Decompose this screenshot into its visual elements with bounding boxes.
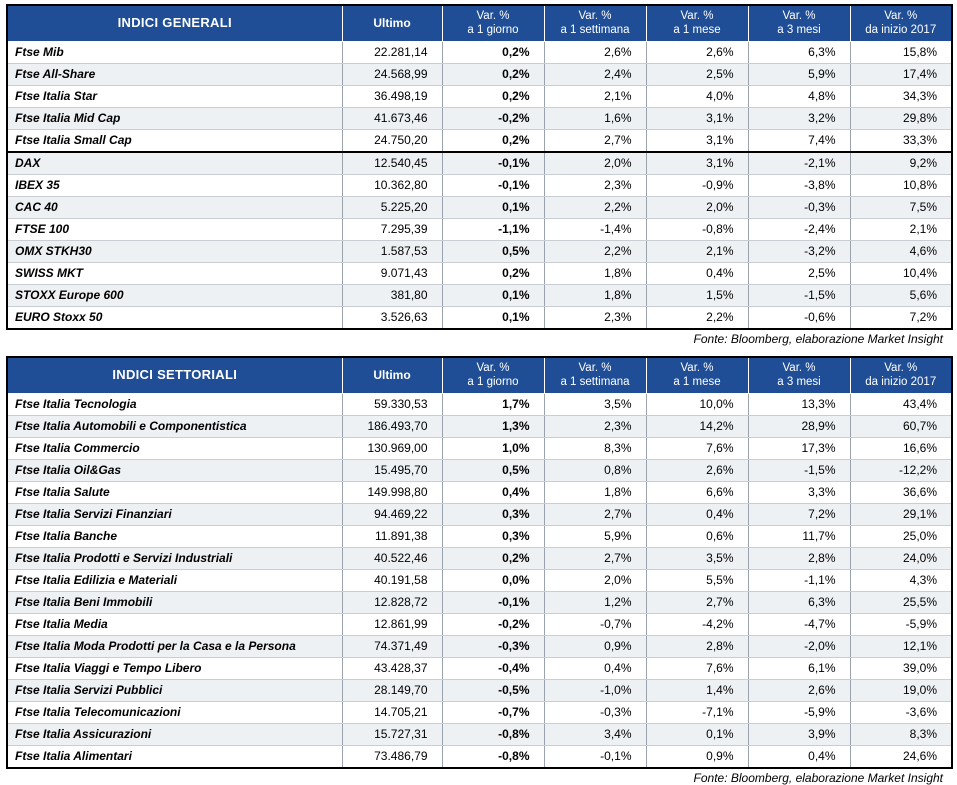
last-value-cell: 43.428,37 xyxy=(342,657,442,679)
variation-cell: 0,2% xyxy=(442,262,544,284)
variation-cell: -1,1% xyxy=(442,218,544,240)
variation-cell: 9,2% xyxy=(850,152,952,175)
last-value-cell: 3.526,63 xyxy=(342,306,442,329)
variation-cell: -4,2% xyxy=(646,613,748,635)
variation-cell: -0,3% xyxy=(442,635,544,657)
variation-cell: -0,6% xyxy=(748,306,850,329)
variation-cell: 3,4% xyxy=(544,723,646,745)
variation-cell: -0,8% xyxy=(646,218,748,240)
variation-cell: 1,8% xyxy=(544,262,646,284)
variation-cell: 4,6% xyxy=(850,240,952,262)
column-header-var-1-settimana xyxy=(544,5,646,41)
variation-cell: 2,7% xyxy=(544,503,646,525)
table-row xyxy=(7,152,952,175)
variation-cell: 3,1% xyxy=(646,152,748,175)
variation-cell: -2,0% xyxy=(748,635,850,657)
variation-cell: 2,4% xyxy=(544,63,646,85)
variation-cell: -0,9% xyxy=(646,174,748,196)
table-row xyxy=(7,525,952,547)
column-header-var-1-giorno xyxy=(442,357,544,393)
variation-cell: 0,5% xyxy=(442,240,544,262)
table-row xyxy=(7,107,952,129)
column-header-line2: a 1 giorno xyxy=(467,24,519,37)
table-row xyxy=(7,679,952,701)
variation-cell: 6,3% xyxy=(748,591,850,613)
variation-cell: -0,8% xyxy=(442,745,544,768)
variation-cell: 0,8% xyxy=(544,459,646,481)
index-name-cell: EURO Stoxx 50 xyxy=(7,306,342,329)
table-header xyxy=(7,357,952,393)
variation-cell: 3,5% xyxy=(646,547,748,569)
column-header-ultimo: Ultimo xyxy=(342,357,442,393)
variation-cell: 15,8% xyxy=(850,41,952,63)
variation-cell: 0,3% xyxy=(442,503,544,525)
index-name-cell: Ftse Italia Moda Prodotti per la Casa e la Persona xyxy=(7,635,342,657)
variation-cell: 0,2% xyxy=(442,63,544,85)
variation-cell: 2,6% xyxy=(544,41,646,63)
variation-cell: 0,3% xyxy=(442,525,544,547)
last-value-cell: 94.469,22 xyxy=(342,503,442,525)
variation-cell: -5,9% xyxy=(748,701,850,723)
table-row xyxy=(7,262,952,284)
table-row xyxy=(7,745,952,768)
column-header-line1: Var. % xyxy=(578,361,612,374)
variation-cell: 2,1% xyxy=(646,240,748,262)
variation-cell: -0,3% xyxy=(544,701,646,723)
column-header-line1: Var. % xyxy=(476,361,510,374)
index-name-cell: CAC 40 xyxy=(7,196,342,218)
block-spacer xyxy=(6,346,951,356)
table-title: INDICI GENERALI xyxy=(7,5,342,41)
index-name-cell: Ftse Italia Banche xyxy=(7,525,342,547)
index-name-cell: Ftse Italia Commercio xyxy=(7,437,342,459)
variation-cell: 29,1% xyxy=(850,503,952,525)
variation-cell: 3,9% xyxy=(748,723,850,745)
index-name-cell: Ftse Italia Tecnologia xyxy=(7,393,342,415)
variation-cell: 29,8% xyxy=(850,107,952,129)
variation-cell: 5,9% xyxy=(544,525,646,547)
index-name-cell: STOXX Europe 600 xyxy=(7,284,342,306)
last-value-cell: 14.705,21 xyxy=(342,701,442,723)
variation-cell: 2,1% xyxy=(850,218,952,240)
variation-cell: 2,8% xyxy=(646,635,748,657)
index-name-cell: Ftse Italia Servizi Pubblici xyxy=(7,679,342,701)
index-name-cell: Ftse Italia Mid Cap xyxy=(7,107,342,129)
index-name-cell: Ftse Italia Telecomunicazioni xyxy=(7,701,342,723)
variation-cell: 1,7% xyxy=(442,393,544,415)
variation-cell: 2,0% xyxy=(646,196,748,218)
variation-cell: 1,8% xyxy=(544,481,646,503)
index-name-cell: Ftse Italia Servizi Finanziari xyxy=(7,503,342,525)
variation-cell: 1,4% xyxy=(646,679,748,701)
variation-cell: 2,3% xyxy=(544,174,646,196)
table-row xyxy=(7,284,952,306)
last-value-cell: 40.522,46 xyxy=(342,547,442,569)
table-row xyxy=(7,174,952,196)
table-row xyxy=(7,63,952,85)
variation-cell: -0,8% xyxy=(442,723,544,745)
column-header-var-1-giorno xyxy=(442,5,544,41)
variation-cell: 2,2% xyxy=(646,306,748,329)
index-name-cell: Ftse Italia Media xyxy=(7,613,342,635)
variation-cell: 4,3% xyxy=(850,569,952,591)
variation-cell: 10,0% xyxy=(646,393,748,415)
variation-cell: 7,6% xyxy=(646,437,748,459)
variation-cell: -2,1% xyxy=(748,152,850,175)
column-header-var-1-settimana xyxy=(544,357,646,393)
variation-cell: 2,5% xyxy=(646,63,748,85)
variation-cell: 7,2% xyxy=(850,306,952,329)
last-value-cell: 40.191,58 xyxy=(342,569,442,591)
last-value-cell: 186.493,70 xyxy=(342,415,442,437)
variation-cell: 8,3% xyxy=(544,437,646,459)
last-value-cell: 24.750,20 xyxy=(342,129,442,152)
index-name-cell: Ftse All-Share xyxy=(7,63,342,85)
index-name-cell: SWISS MKT xyxy=(7,262,342,284)
last-value-cell: 149.998,80 xyxy=(342,481,442,503)
index-name-cell: Ftse Mib xyxy=(7,41,342,63)
table-title: INDICI SETTORIALI xyxy=(7,357,342,393)
variation-cell: 39,0% xyxy=(850,657,952,679)
variation-cell: 4,0% xyxy=(646,85,748,107)
table-block-indici-generali xyxy=(6,4,951,346)
index-name-cell: Ftse Italia Viaggi e Tempo Libero xyxy=(7,657,342,679)
variation-cell: 17,3% xyxy=(748,437,850,459)
variation-cell: -1,5% xyxy=(748,459,850,481)
last-value-cell: 41.673,46 xyxy=(342,107,442,129)
variation-cell: 0,4% xyxy=(748,745,850,768)
variation-cell: -3,8% xyxy=(748,174,850,196)
variation-cell: -0,4% xyxy=(442,657,544,679)
variation-cell: 3,1% xyxy=(646,129,748,152)
variation-cell: 0,9% xyxy=(544,635,646,657)
table-row xyxy=(7,503,952,525)
table-row xyxy=(7,415,952,437)
column-header-line1: Var. % xyxy=(782,10,816,22)
table-block-indici-settoriali xyxy=(6,356,951,785)
variation-cell: 11,7% xyxy=(748,525,850,547)
variation-cell: 17,4% xyxy=(850,63,952,85)
column-header-line2: a 1 mese xyxy=(673,24,721,37)
variation-cell: 6,3% xyxy=(748,41,850,63)
table-row xyxy=(7,723,952,745)
last-value-cell: 9.071,43 xyxy=(342,262,442,284)
variation-cell: 0,6% xyxy=(646,525,748,547)
variation-cell: 0,2% xyxy=(442,41,544,63)
variation-cell: 0,1% xyxy=(442,284,544,306)
table-row xyxy=(7,481,952,503)
table-row xyxy=(7,635,952,657)
variation-cell: -0,1% xyxy=(442,152,544,175)
last-value-cell: 22.281,14 xyxy=(342,41,442,63)
source-note: Fonte: Bloomberg, elaborazione Market Insight xyxy=(693,331,943,346)
variation-cell: 2,6% xyxy=(646,41,748,63)
column-header-line2: a 1 settimana xyxy=(560,376,630,389)
table-row xyxy=(7,196,952,218)
last-value-cell: 12.861,99 xyxy=(342,613,442,635)
indici-settoriali-table xyxy=(6,356,953,769)
column-header-var-inizio-anno xyxy=(850,5,952,41)
variation-cell: -3,6% xyxy=(850,701,952,723)
table-row xyxy=(7,218,952,240)
variation-cell: 6,6% xyxy=(646,481,748,503)
variation-cell: 10,8% xyxy=(850,174,952,196)
variation-cell: 2,5% xyxy=(748,262,850,284)
variation-cell: 0,1% xyxy=(646,723,748,745)
variation-cell: 33,3% xyxy=(850,129,952,152)
variation-cell: 7,5% xyxy=(850,196,952,218)
variation-cell: 2,2% xyxy=(544,240,646,262)
variation-cell: 2,1% xyxy=(544,85,646,107)
variation-cell: -0,2% xyxy=(442,107,544,129)
variation-cell: 10,4% xyxy=(850,262,952,284)
last-value-cell: 15.495,70 xyxy=(342,459,442,481)
column-header-var-inizio-anno xyxy=(850,357,952,393)
variation-cell: 2,7% xyxy=(544,547,646,569)
variation-cell: 2,0% xyxy=(544,152,646,175)
column-header-line1: Var. % xyxy=(476,10,510,22)
indici-generali-body xyxy=(7,41,952,329)
indici-generali-table xyxy=(6,4,953,330)
column-header-line2: a 3 mesi xyxy=(777,24,821,37)
variation-cell: 34,3% xyxy=(850,85,952,107)
variation-cell: 3,1% xyxy=(646,107,748,129)
table-row xyxy=(7,306,952,329)
variation-cell: 0,4% xyxy=(442,481,544,503)
last-value-cell: 11.891,38 xyxy=(342,525,442,547)
variation-cell: 0,5% xyxy=(442,459,544,481)
last-value-cell: 15.727,31 xyxy=(342,723,442,745)
index-name-cell: Ftse Italia Star xyxy=(7,85,342,107)
variation-cell: 25,5% xyxy=(850,591,952,613)
index-name-cell: Ftse Italia Assicurazioni xyxy=(7,723,342,745)
variation-cell: 2,6% xyxy=(748,679,850,701)
variation-cell: 7,6% xyxy=(646,657,748,679)
variation-cell: 2,8% xyxy=(748,547,850,569)
variation-cell: 1,0% xyxy=(442,437,544,459)
variation-cell: 4,8% xyxy=(748,85,850,107)
variation-cell: -5,9% xyxy=(850,613,952,635)
variation-cell: 2,2% xyxy=(544,196,646,218)
variation-cell: 12,1% xyxy=(850,635,952,657)
variation-cell: 2,3% xyxy=(544,306,646,329)
variation-cell: 0,1% xyxy=(442,196,544,218)
column-header-line1: Var. % xyxy=(884,10,918,22)
last-value-cell: 74.371,49 xyxy=(342,635,442,657)
table-row xyxy=(7,41,952,63)
variation-cell: -1,4% xyxy=(544,218,646,240)
variation-cell: 28,9% xyxy=(748,415,850,437)
last-value-cell: 5.225,20 xyxy=(342,196,442,218)
variation-cell: 25,0% xyxy=(850,525,952,547)
variation-cell: -1,1% xyxy=(748,569,850,591)
index-name-cell: Ftse Italia Alimentari xyxy=(7,745,342,768)
variation-cell: 43,4% xyxy=(850,393,952,415)
column-header-var-1-mese xyxy=(646,5,748,41)
table-row xyxy=(7,459,952,481)
index-name-cell: OMX STKH30 xyxy=(7,240,342,262)
table-row xyxy=(7,393,952,415)
variation-cell: 5,5% xyxy=(646,569,748,591)
index-name-cell: Ftse Italia Beni Immobili xyxy=(7,591,342,613)
variation-cell: -12,2% xyxy=(850,459,952,481)
variation-cell: 3,3% xyxy=(748,481,850,503)
variation-cell: -0,3% xyxy=(748,196,850,218)
table-row xyxy=(7,85,952,107)
variation-cell: -0,5% xyxy=(442,679,544,701)
table-row xyxy=(7,657,952,679)
index-name-cell: Ftse Italia Prodotti e Servizi Industriali xyxy=(7,547,342,569)
table-row xyxy=(7,437,952,459)
variation-cell: 5,9% xyxy=(748,63,850,85)
index-name-cell: Ftse Italia Automobili e Componentistica xyxy=(7,415,342,437)
column-header-line2: a 1 mese xyxy=(673,376,721,389)
variation-cell: 2,3% xyxy=(544,415,646,437)
last-value-cell: 130.969,00 xyxy=(342,437,442,459)
last-value-cell: 36.498,19 xyxy=(342,85,442,107)
variation-cell: 2,7% xyxy=(646,591,748,613)
source-note: Fonte: Bloomberg, elaborazione Market Insight xyxy=(693,770,943,785)
column-header-line2: a 3 mesi xyxy=(777,376,821,389)
table-row xyxy=(7,547,952,569)
variation-cell: -0,1% xyxy=(544,745,646,768)
variation-cell: -7,1% xyxy=(646,701,748,723)
variation-cell: 0,2% xyxy=(442,547,544,569)
variation-cell: 0,0% xyxy=(442,569,544,591)
variation-cell: 5,6% xyxy=(850,284,952,306)
table-row xyxy=(7,569,952,591)
variation-cell: 1,5% xyxy=(646,284,748,306)
variation-cell: -0,7% xyxy=(544,613,646,635)
table-row xyxy=(7,701,952,723)
variation-cell: 0,2% xyxy=(442,85,544,107)
variation-cell: 0,1% xyxy=(442,306,544,329)
index-name-cell: IBEX 35 xyxy=(7,174,342,196)
variation-cell: -0,1% xyxy=(442,591,544,613)
variation-cell: 3,2% xyxy=(748,107,850,129)
variation-cell: 36,6% xyxy=(850,481,952,503)
variation-cell: 0,9% xyxy=(646,745,748,768)
last-value-cell: 381,80 xyxy=(342,284,442,306)
column-header-line1: Var. % xyxy=(578,10,612,22)
column-header-line1: Var. % xyxy=(680,10,714,22)
variation-cell: 16,6% xyxy=(850,437,952,459)
variation-cell: -0,2% xyxy=(442,613,544,635)
variation-cell: 7,4% xyxy=(748,129,850,152)
index-name-cell: DAX xyxy=(7,152,342,175)
variation-cell: 2,7% xyxy=(544,129,646,152)
variation-cell: 60,7% xyxy=(850,415,952,437)
variation-cell: -0,7% xyxy=(442,701,544,723)
index-name-cell: FTSE 100 xyxy=(7,218,342,240)
variation-cell: 1,2% xyxy=(544,591,646,613)
table-header xyxy=(7,5,952,41)
last-value-cell: 7.295,39 xyxy=(342,218,442,240)
column-header-line1: Var. % xyxy=(884,361,918,374)
variation-cell: -2,4% xyxy=(748,218,850,240)
variation-cell: 24,0% xyxy=(850,547,952,569)
column-header-line1: Var. % xyxy=(680,361,714,374)
variation-cell: 0,4% xyxy=(646,262,748,284)
index-name-cell: Ftse Italia Salute xyxy=(7,481,342,503)
last-value-cell: 59.330,53 xyxy=(342,393,442,415)
column-header-line2: da inizio 2017 xyxy=(865,376,937,389)
variation-cell: 2,6% xyxy=(646,459,748,481)
column-header-line2: da inizio 2017 xyxy=(865,24,937,37)
index-name-cell: Ftse Italia Small Cap xyxy=(7,129,342,152)
variation-cell: 1,8% xyxy=(544,284,646,306)
variation-cell: 19,0% xyxy=(850,679,952,701)
table-row xyxy=(7,240,952,262)
column-header-var-1-mese xyxy=(646,357,748,393)
variation-cell: 2,0% xyxy=(544,569,646,591)
table-row xyxy=(7,613,952,635)
variation-cell: 6,1% xyxy=(748,657,850,679)
variation-cell: 7,2% xyxy=(748,503,850,525)
column-header-ultimo: Ultimo xyxy=(342,5,442,41)
table-row xyxy=(7,591,952,613)
variation-cell: -3,2% xyxy=(748,240,850,262)
variation-cell: 0,4% xyxy=(646,503,748,525)
variation-cell: -1,5% xyxy=(748,284,850,306)
index-name-cell: Ftse Italia Edilizia e Materiali xyxy=(7,569,342,591)
column-header-var-3-mesi xyxy=(748,357,850,393)
table-row xyxy=(7,129,952,152)
variation-cell: 13,3% xyxy=(748,393,850,415)
variation-cell: -4,7% xyxy=(748,613,850,635)
column-header-line2: a 1 giorno xyxy=(467,376,519,389)
variation-cell: 1,6% xyxy=(544,107,646,129)
last-value-cell: 12.540,45 xyxy=(342,152,442,175)
column-header-line2: a 1 settimana xyxy=(560,24,630,37)
column-header-line1: Var. % xyxy=(782,361,816,374)
variation-cell: -1,0% xyxy=(544,679,646,701)
variation-cell: 0,2% xyxy=(442,129,544,152)
variation-cell: -0,1% xyxy=(442,174,544,196)
variation-cell: 14,2% xyxy=(646,415,748,437)
column-header-var-3-mesi xyxy=(748,5,850,41)
indici-settoriali-body xyxy=(7,393,952,768)
variation-cell: 0,4% xyxy=(544,657,646,679)
last-value-cell: 1.587,53 xyxy=(342,240,442,262)
last-value-cell: 28.149,70 xyxy=(342,679,442,701)
last-value-cell: 24.568,99 xyxy=(342,63,442,85)
variation-cell: 24,6% xyxy=(850,745,952,768)
last-value-cell: 73.486,79 xyxy=(342,745,442,768)
last-value-cell: 12.828,72 xyxy=(342,591,442,613)
variation-cell: 1,3% xyxy=(442,415,544,437)
variation-cell: 8,3% xyxy=(850,723,952,745)
variation-cell: 3,5% xyxy=(544,393,646,415)
index-name-cell: Ftse Italia Oil&Gas xyxy=(7,459,342,481)
last-value-cell: 10.362,80 xyxy=(342,174,442,196)
